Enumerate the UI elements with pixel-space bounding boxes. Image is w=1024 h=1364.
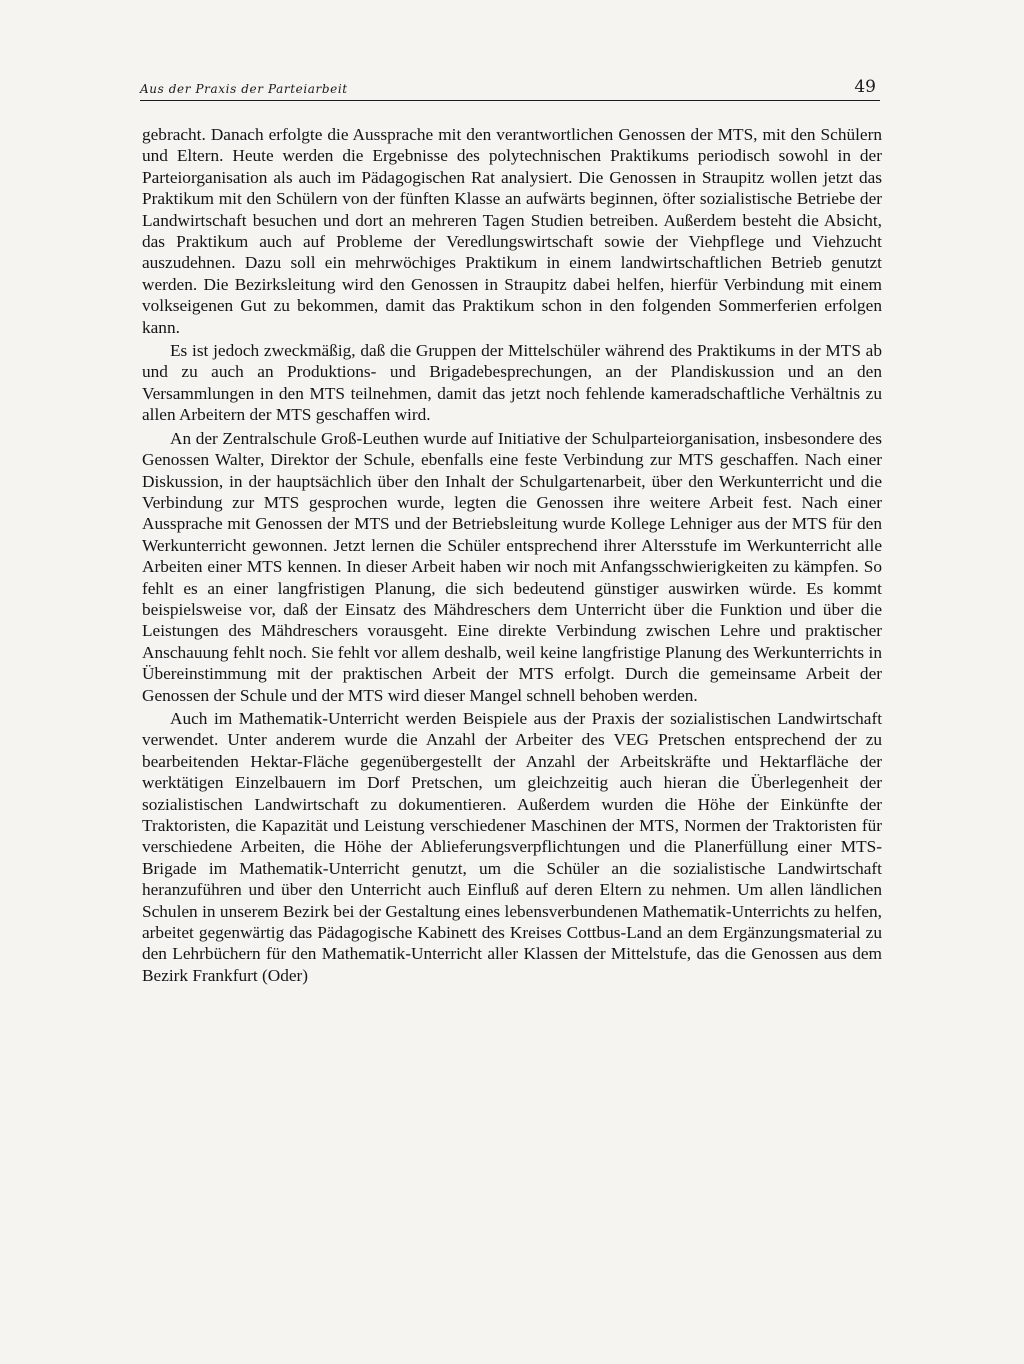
running-title: Aus der Praxis der Parteiarbeit — [140, 82, 348, 96]
paragraph: An der Zentralschule Groß-Leuthen wurde auf Initiative der Schulparteiorganisation, insbesondere des Genossen Walter, Direktor der Schule, ebenfalls eine feste Verbindung zur MTS geschaffen. Nach einer Diskussion, in der hauptsächlich über den Inhalt der Schulgartenarbeit, über den Werkunterricht und die Verbindung zur MTS gesprochen wurde, legten die Genossen ihre weitere Arbeit fest. Nach einer Aussprache mit Genossen der MTS und der Betriebsleitung wurde Kollege Lehniger aus der MTS für den Werkunterricht gewonnen. Jetzt lernen die Schüler entsprechend ihrer Altersstufe im Werkunterricht alle Arbeiten einer MTS kennen. In dieser Arbeit haben wir noch mit Anfangsschwierigkeiten zu kämpfen. So fehlt es an einer langfristigen Planung, die sich bedeutend günstiger auswirken würde. Es kommt beispielsweise vor, daß der Einsatz des Mähdreschers dem Unterricht über die Funktion und über die Leistungen des Mähdreschers vorausgeht. Eine direkte Verbindung zwischen Lehre und praktischer Anschauung fehlt noch. Sie fehlt vor allem deshalb, weil keine langfristige Planung des Werkunterrichts in Übereinstimmung mit der praktischen Arbeit der MTS erfolgt. Durch die gemeinsame Arbeit der Genossen der Schule und der MTS wird dieser Mangel schnell behoben werden. — [142, 428, 882, 705]
paragraph: gebracht. Danach erfolgte die Aussprache mit den verantwortlichen Genossen der MTS, mit den Schülern und Eltern. Heute werden die Ergebnisse des polytechnischen Praktikums periodisch sowohl in der Parteiorganisation als auch im Pädagogischen Rat analysiert. Die Genossen in Straupitz wollen jetzt das Praktikum mit den Schülern von der fünften Klasse an aufwärts beginnen, öfter sozialistische Betriebe der Landwirtschaft besuchen und dort an mehreren Tagen Studien betreiben. Außerdem besteht die Absicht, das Praktikum auch auf Probleme der Veredlungswirtschaft sowie der Viehpflege und Viehzucht auszudehnen. Dazu soll ein mehrwöchiges Praktikum in einem landwirtschaftlichen Betrieb genutzt werden. Die Bezirksleitung wird den Genossen in Straupitz dabei helfen, hierfür Verbindung mit einem volkseigenen Gut zu bekommen, damit das Praktikum schon in den folgenden Sommerferien erfolgen kann. — [142, 125, 882, 337]
body-text — [142, 124, 882, 988]
page-number: 49 — [854, 77, 876, 97]
paragraph: Auch im Mathematik-Unterricht werden Beispiele aus der Praxis der sozialistischen Landwirtschaft verwendet. Unter anderem wurde die Anzahl der Arbeiter des VEG Pretschen entsprechend der zu bearbeitenden Hektar-Fläche gegenübergestellt der Anzahl der Arbeitskräfte und Hektarfläche der werktätigen Einzelbauern im Dorf Pretschen, um gleichzeitig auch hieran die Überlegenheit der sozialistischen Landwirtschaft zu dokumentieren. Außerdem wurden die Höhe der Einkünfte der Traktoristen, die Kapazität und Leistung verschiedener Maschinen der MTS, Normen der Traktoristen für verschiedene Arbeiten, die Höhe der Ablieferungsverpflichtungen und die Planerfüllung einer MTS-Brigade im Mathematik-Unterricht genutzt, um die Schüler an die sozialistische Landwirtschaft heranzuführen und über den Unterricht auch Einfluß auf deren Eltern zu nehmen. Um allen ländlichen Schulen in unserem Bezirk bei der Gestaltung eines lebensverbundenen Mathematik-Unterrichts zu helfen, arbeitet gegenwärtig das Pädagogische Kabinett des Kreises Cottbus-Land an dem Ergänzungsmaterial zu den Lehrbüchern für den Mathematik-Unterricht aller Klassen der Mittelstufe, das die Genossen aus dem Bezirk Frankfurt (Oder) — [142, 708, 882, 985]
running-header — [140, 78, 880, 101]
paragraph: Es ist jedoch zweckmäßig, daß die Gruppen der Mittelschüler während des Praktikums in der MTS ab und zu auch an Produktions- und Brigadebesprechungen, an der Plandiskussion und an den Versammlungen in den MTS teilnehmen, damit das jetzt noch fehlende kameradschaftliche Verhältnis zu allen Arbeitern der MTS geschaffen wird. — [142, 341, 882, 425]
